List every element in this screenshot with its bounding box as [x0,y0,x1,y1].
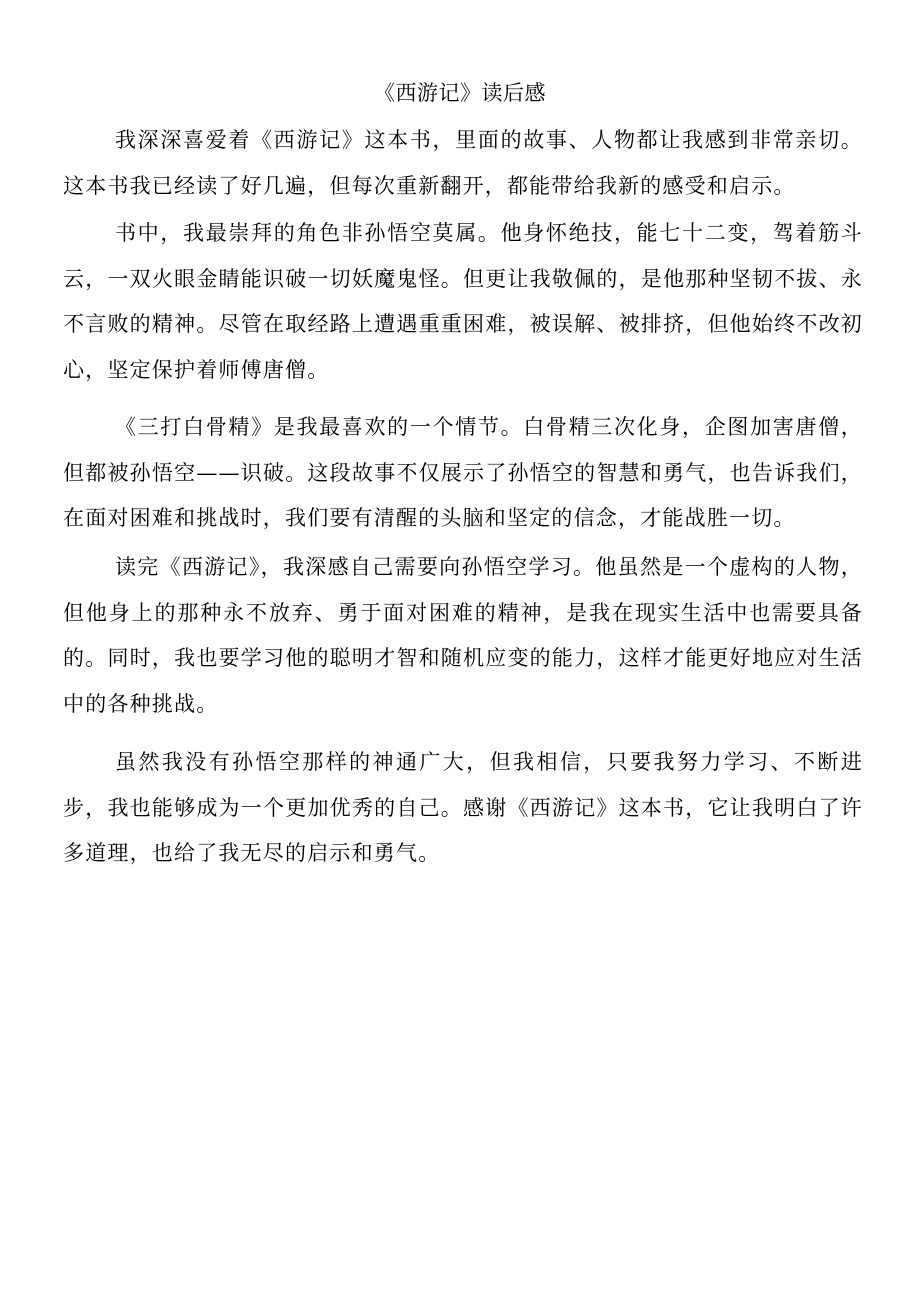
paragraph-5: 虽然我没有孙悟空那样的神通广大，但我相信，只要我努力学习、不断进步，我也能够成为一个更加优秀的自己。感谢《西游记》这本书，它让我明白了许多道理，也给了我无尽的启示和勇气。 [63,750,863,865]
paragraph-2: 书中，我最崇拜的角色非孙悟空莫属。他身怀绝技，能七十二变，驾着筋斗云，一双火眼金睛能识破一切妖魔鬼怪。但更让我敬佩的，是他那种坚韧不拔、永不言败的精神。尽管在取经路上遭遇重重困难，被误解、被排挤，但他始终不改初心，坚定保护着师傅唐僧。 [63,221,863,382]
paragraph-4: 读完《西游记》，我深感自己需要向孙悟空学习。他虽然是一个虚构的人物，但他身上的那种永不放弃、勇于面对困难的精神，是我在现实生活中也需要具备的。同时，我也要学习他的聪明才智和随机应变的能力，这样才能更好地应对生活中的各种挑战。 [63,555,863,716]
paragraph-3: 《三打白骨精》是我最喜欢的一个情节。白骨精三次化身，企图加害唐僧，但都被孙悟空——识破。这段故事不仅展示了孙悟空的智慧和勇气，也告诉我们，在面对困难和挑战时，我们要有清醒的头脑和坚定的信念，才能战胜一切。 [63,415,863,530]
essay-title: 《西游记》读后感 [374,81,546,105]
paragraph-1: 我深深喜爱着《西游记》这本书，里面的故事、人物都让我感到非常亲切。这本书我已经读了好几遍，但每次重新翻开，都能带给我新的感受和启示。 [63,128,863,198]
